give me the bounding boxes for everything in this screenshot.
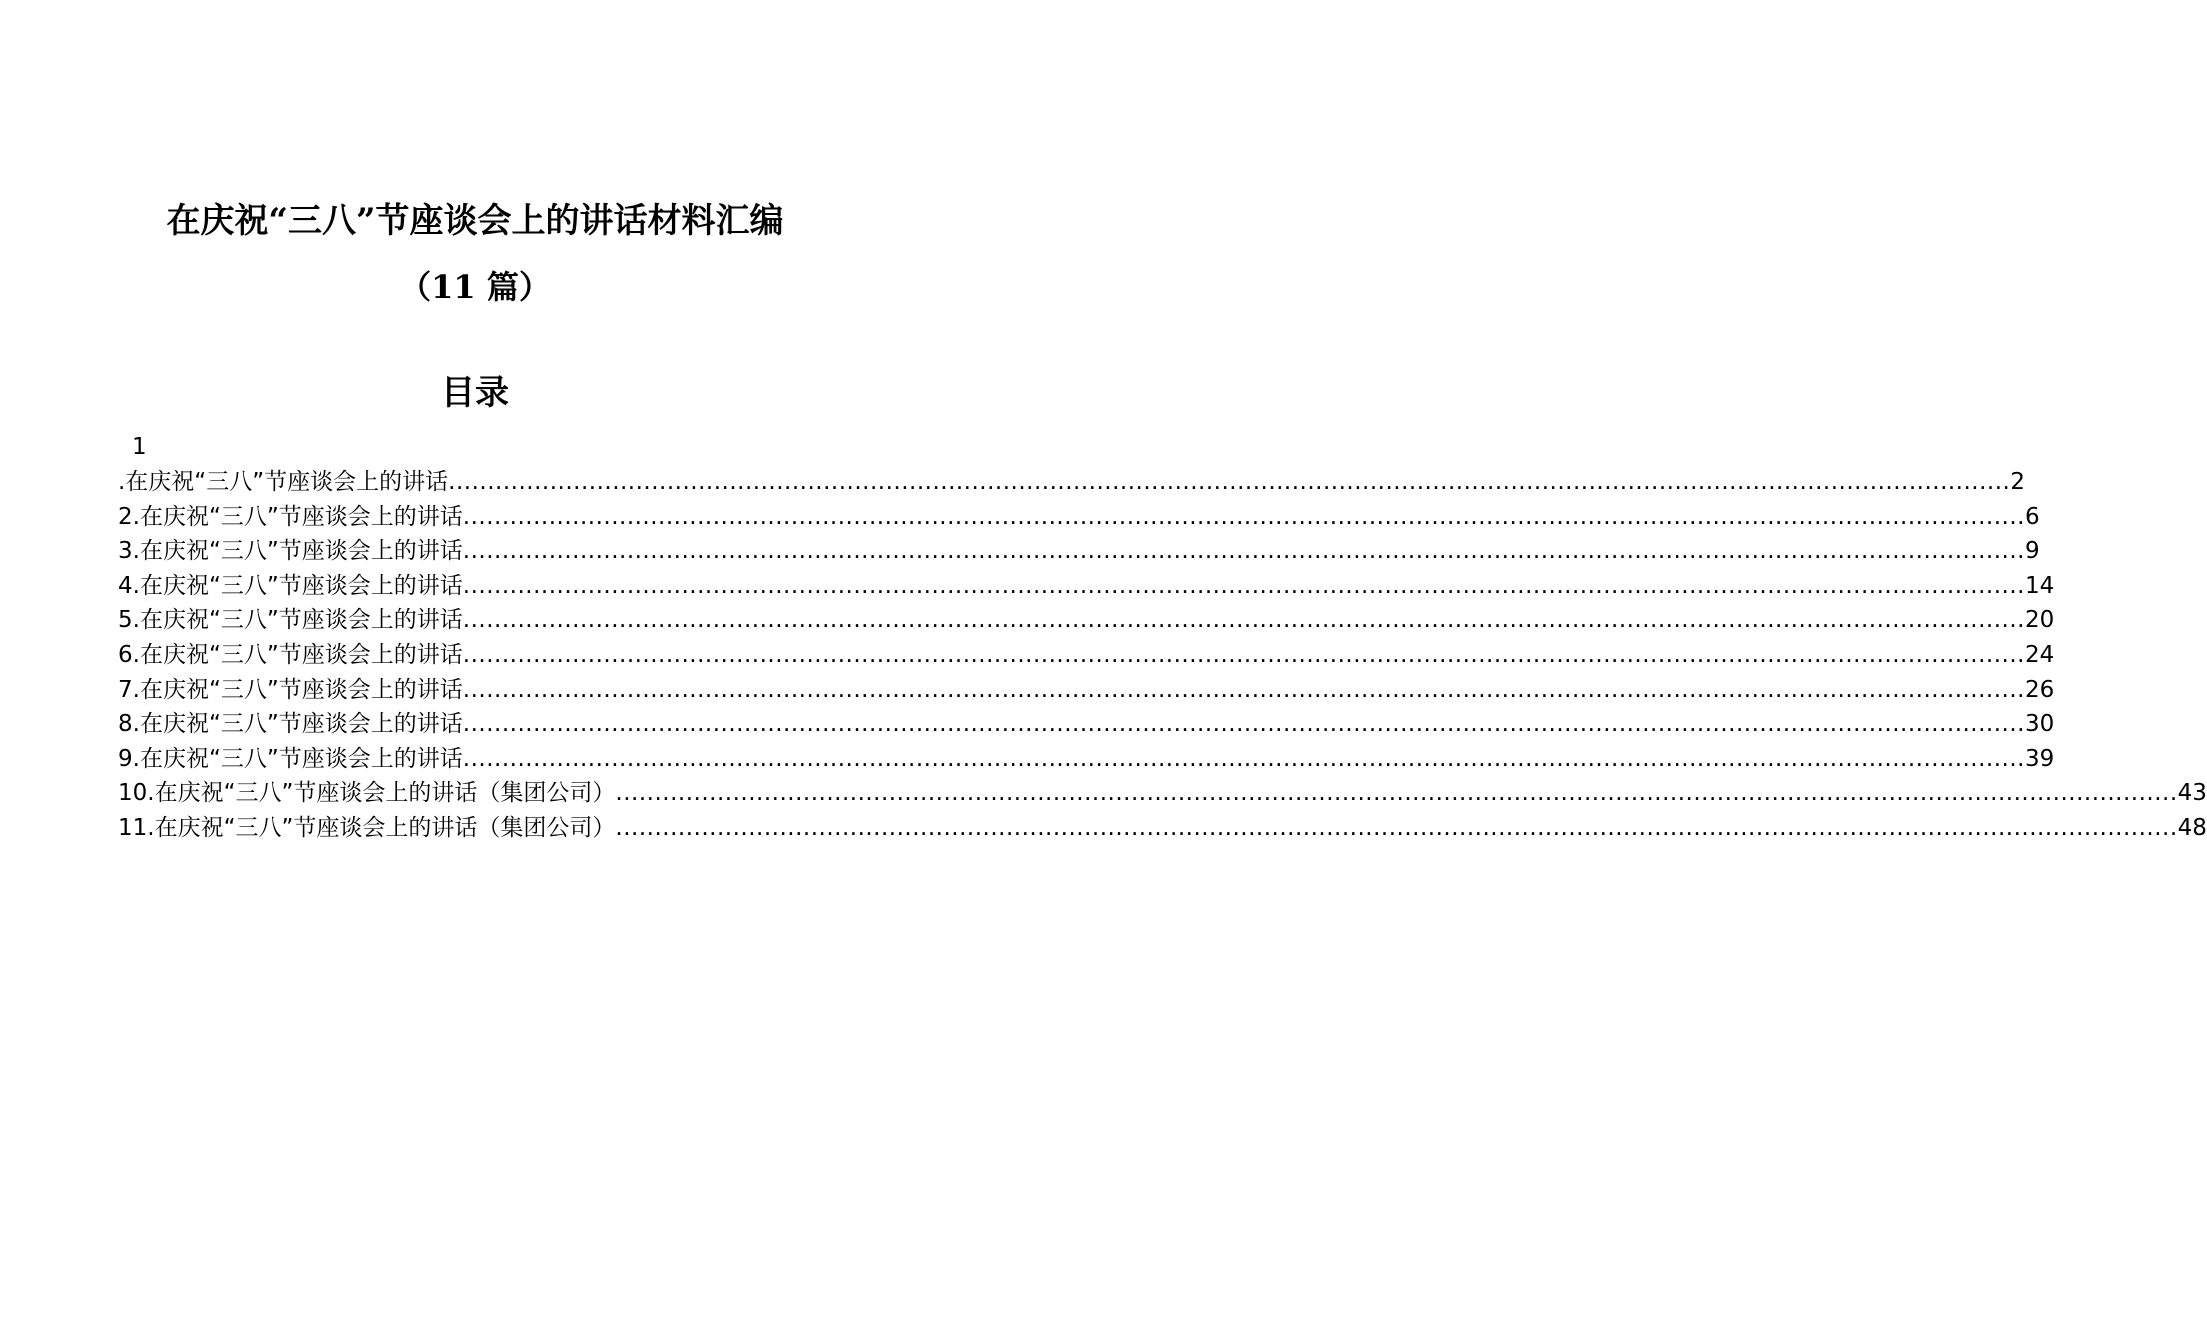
toc-dot-leader: ........................................................................................................................................................................................................ — [615, 815, 2178, 841]
toc-entry[interactable] — [118, 776, 2207, 810]
document-subtitle: （11 篇） — [399, 268, 551, 306]
toc-entry[interactable] — [118, 603, 2055, 637]
toc-heading: 目录 — [441, 373, 509, 413]
toc-entry-label: 8.在庆祝“三八”节座谈会上的讲话 — [118, 711, 463, 738]
toc-first-item-number: 1 — [132, 434, 147, 460]
toc-entry-label: 11.在庆祝“三八”节座谈会上的讲话（集团公司） — [118, 815, 616, 841]
toc-dot-leader: ........................................................................................................................................................................................................ — [462, 503, 2025, 530]
toc-entry[interactable] — [118, 673, 2055, 707]
toc-entry[interactable] — [118, 811, 2207, 845]
toc-entry[interactable] — [118, 534, 2040, 568]
toc-entry-page-number: 2 — [2010, 469, 2026, 495]
document-title: 在庆祝“三八”节座谈会上的讲话材料汇编 — [166, 201, 784, 241]
toc-entry-page-number: 30 — [2025, 711, 2055, 738]
toc-entry[interactable] — [118, 707, 2055, 741]
toc-entry-label: 6.在庆祝“三八”节座谈会上的讲话 — [118, 642, 463, 668]
toc-entry-page-number: 24 — [2025, 642, 2055, 668]
toc-entry-label: 4.在庆祝“三八”节座谈会上的讲话 — [118, 572, 463, 599]
toc-entry-label: 2.在庆祝“三八”节座谈会上的讲话 — [118, 503, 463, 530]
toc-entry-label: 10.在庆祝“三八”节座谈会上的讲话（集团公司） — [118, 780, 616, 807]
toc-entry-label: 3.在庆祝“三八”节座谈会上的讲话 — [118, 538, 463, 565]
toc-dot-leader: ........................................................................................................................................................................................................ — [462, 538, 2025, 565]
toc-entry-page-number: 43 — [2177, 780, 2207, 807]
toc-entry-page-number: 6 — [2025, 503, 2040, 530]
toc-dot-leader: ........................................................................................................................................................................................................ — [462, 676, 2025, 703]
toc-entry-page-number: 48 — [2177, 815, 2207, 841]
toc-dot-leader: ........................................................................................................................................................................................................ — [615, 780, 2178, 807]
toc-entry-page-number: 9 — [2025, 538, 2040, 565]
toc-entry[interactable] — [118, 638, 2055, 672]
toc-entry[interactable] — [118, 569, 2055, 603]
toc-entry[interactable] — [118, 742, 2055, 776]
toc-dot-leader: ........................................................................................................................................................................................................ — [462, 572, 2025, 599]
toc-entry-page-number: 14 — [2025, 572, 2055, 599]
toc-dot-leader: ........................................................................................................................................................................................................ — [462, 642, 2025, 668]
toc-entry-label: .在庆祝“三八”节座谈会上的讲话 — [118, 469, 449, 495]
toc-entry-page-number: 39 — [2025, 745, 2055, 772]
toc-entry-page-number: 20 — [2025, 607, 2055, 634]
toc-entry-label: 9.在庆祝“三八”节座谈会上的讲话 — [118, 745, 463, 772]
toc-dot-leader: ........................................................................................................................................................................................................ — [462, 711, 2025, 738]
toc-entry-label: 7.在庆祝“三八”节座谈会上的讲话 — [118, 676, 463, 703]
toc-entry-page-number: 26 — [2025, 676, 2055, 703]
toc-entry-label: 5.在庆祝“三八”节座谈会上的讲话 — [118, 607, 463, 634]
toc-dot-leader: ........................................................................................................................................................................................................ — [462, 745, 2025, 772]
toc-dot-leader: ........................................................................................................................................................................................................ — [462, 607, 2025, 634]
toc-entry[interactable] — [118, 465, 2026, 499]
toc-dot-leader: ........................................................................................................................................................................................................ — [448, 469, 2011, 495]
toc-entry[interactable] — [118, 500, 2040, 534]
